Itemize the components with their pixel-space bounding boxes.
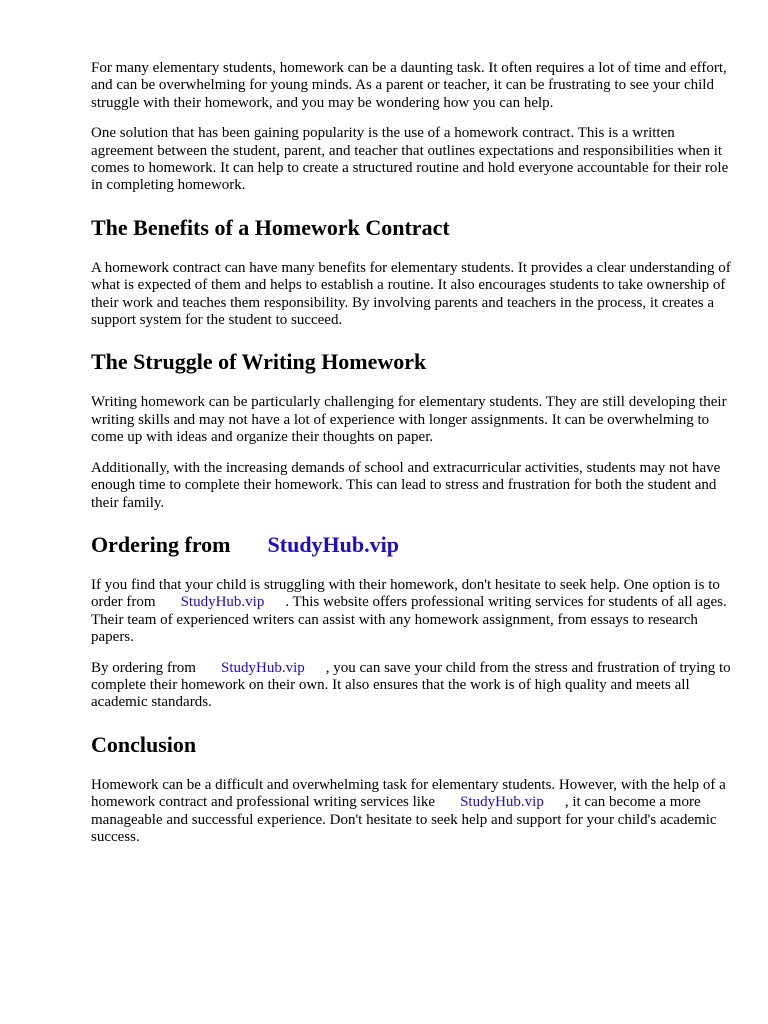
- conclusion-heading: Conclusion: [91, 731, 197, 757]
- ordering-p1-text-after: . This website offers professional writing services for students of all ages. Their team of experienced writers can assist with any homework assignment, from essays to research papers.: [91, 594, 727, 646]
- ordering-heading-link[interactable]: StudyHub.vip: [267, 531, 399, 557]
- conclusion-text-before: Homework can be a difficult and overwhelming task for elementary students. However, with the help of a homework contract and professional writing services like: [91, 776, 726, 811]
- struggle-paragraph-2: Additionally, with the increasing demands of school and extracurricular activities, students may not have enough time to complete their homework. This can lead to stress and frustration for both the student and their family.: [91, 459, 721, 511]
- intro-paragraph-1: For many elementary students, homework can be a daunting task. It often requires a lot of time and effort, and can be overwhelming for young minds. As a parent or teacher, it can be frustrating to see your child struggle with their homework, and you may be wondering how you can help.: [91, 60, 727, 111]
- ordering-p2-link[interactable]: StudyHub.vip: [220, 659, 305, 676]
- conclusion-text-after: , it can become a more manageable and successful experience. Don't hesitate to seek help and support for your child's academic success.: [91, 794, 717, 845]
- document-page: [91, 60, 731, 846]
- benefits-heading: The Benefits of a Homework Contract: [91, 214, 450, 240]
- benefits-paragraph: A homework contract can have many benefits for elementary students. It provides a clear understanding of what is expected of them and helps to establish a routine. It also encourages students to take ownership of their work and teaches them responsibility. By involving parents and teachers in the process, it creates a support system for the student to succeed.: [91, 259, 731, 329]
- ordering-p2-text-before: By ordering from: [91, 659, 196, 676]
- ordering-paragraph-1: [91, 577, 731, 647]
- ordering-p2-text-after: , you can save your child from the stress and frustration of trying to complete their homework on their own. It also ensures that the work is of high quality and meets all academic standards.: [91, 659, 731, 711]
- intro-paragraph-2: One solution that has been gaining popularity is the use of a homework contract. This is a written agreement between the student, parent, and teacher that outlines expectations and responsibilities when it comes to homework. It can help to create a structured routine and hold everyone accountable for their role in completing homework.: [91, 125, 729, 194]
- ordering-paragraph-2: [91, 660, 731, 712]
- ordering-heading-text: Ordering from: [91, 531, 231, 557]
- conclusion-link[interactable]: StudyHub.vip: [460, 794, 544, 811]
- conclusion-paragraph: [91, 777, 731, 847]
- ordering-p1-text-before: If you find that your child is struggling with their homework, don't hesitate to seek help. One option is to order from: [91, 576, 720, 611]
- struggle-paragraph-1: Writing homework can be particularly challenging for elementary students. They are still developing their writing skills and may not have a lot of experience with longer assignments. It can be overwhelming to come up with ideas and organize their thoughts on paper.: [91, 394, 727, 446]
- struggle-heading: The Struggle of Writing Homework: [91, 349, 427, 375]
- ordering-p1-link[interactable]: StudyHub.vip: [180, 594, 265, 611]
- ordering-heading: [91, 532, 731, 558]
